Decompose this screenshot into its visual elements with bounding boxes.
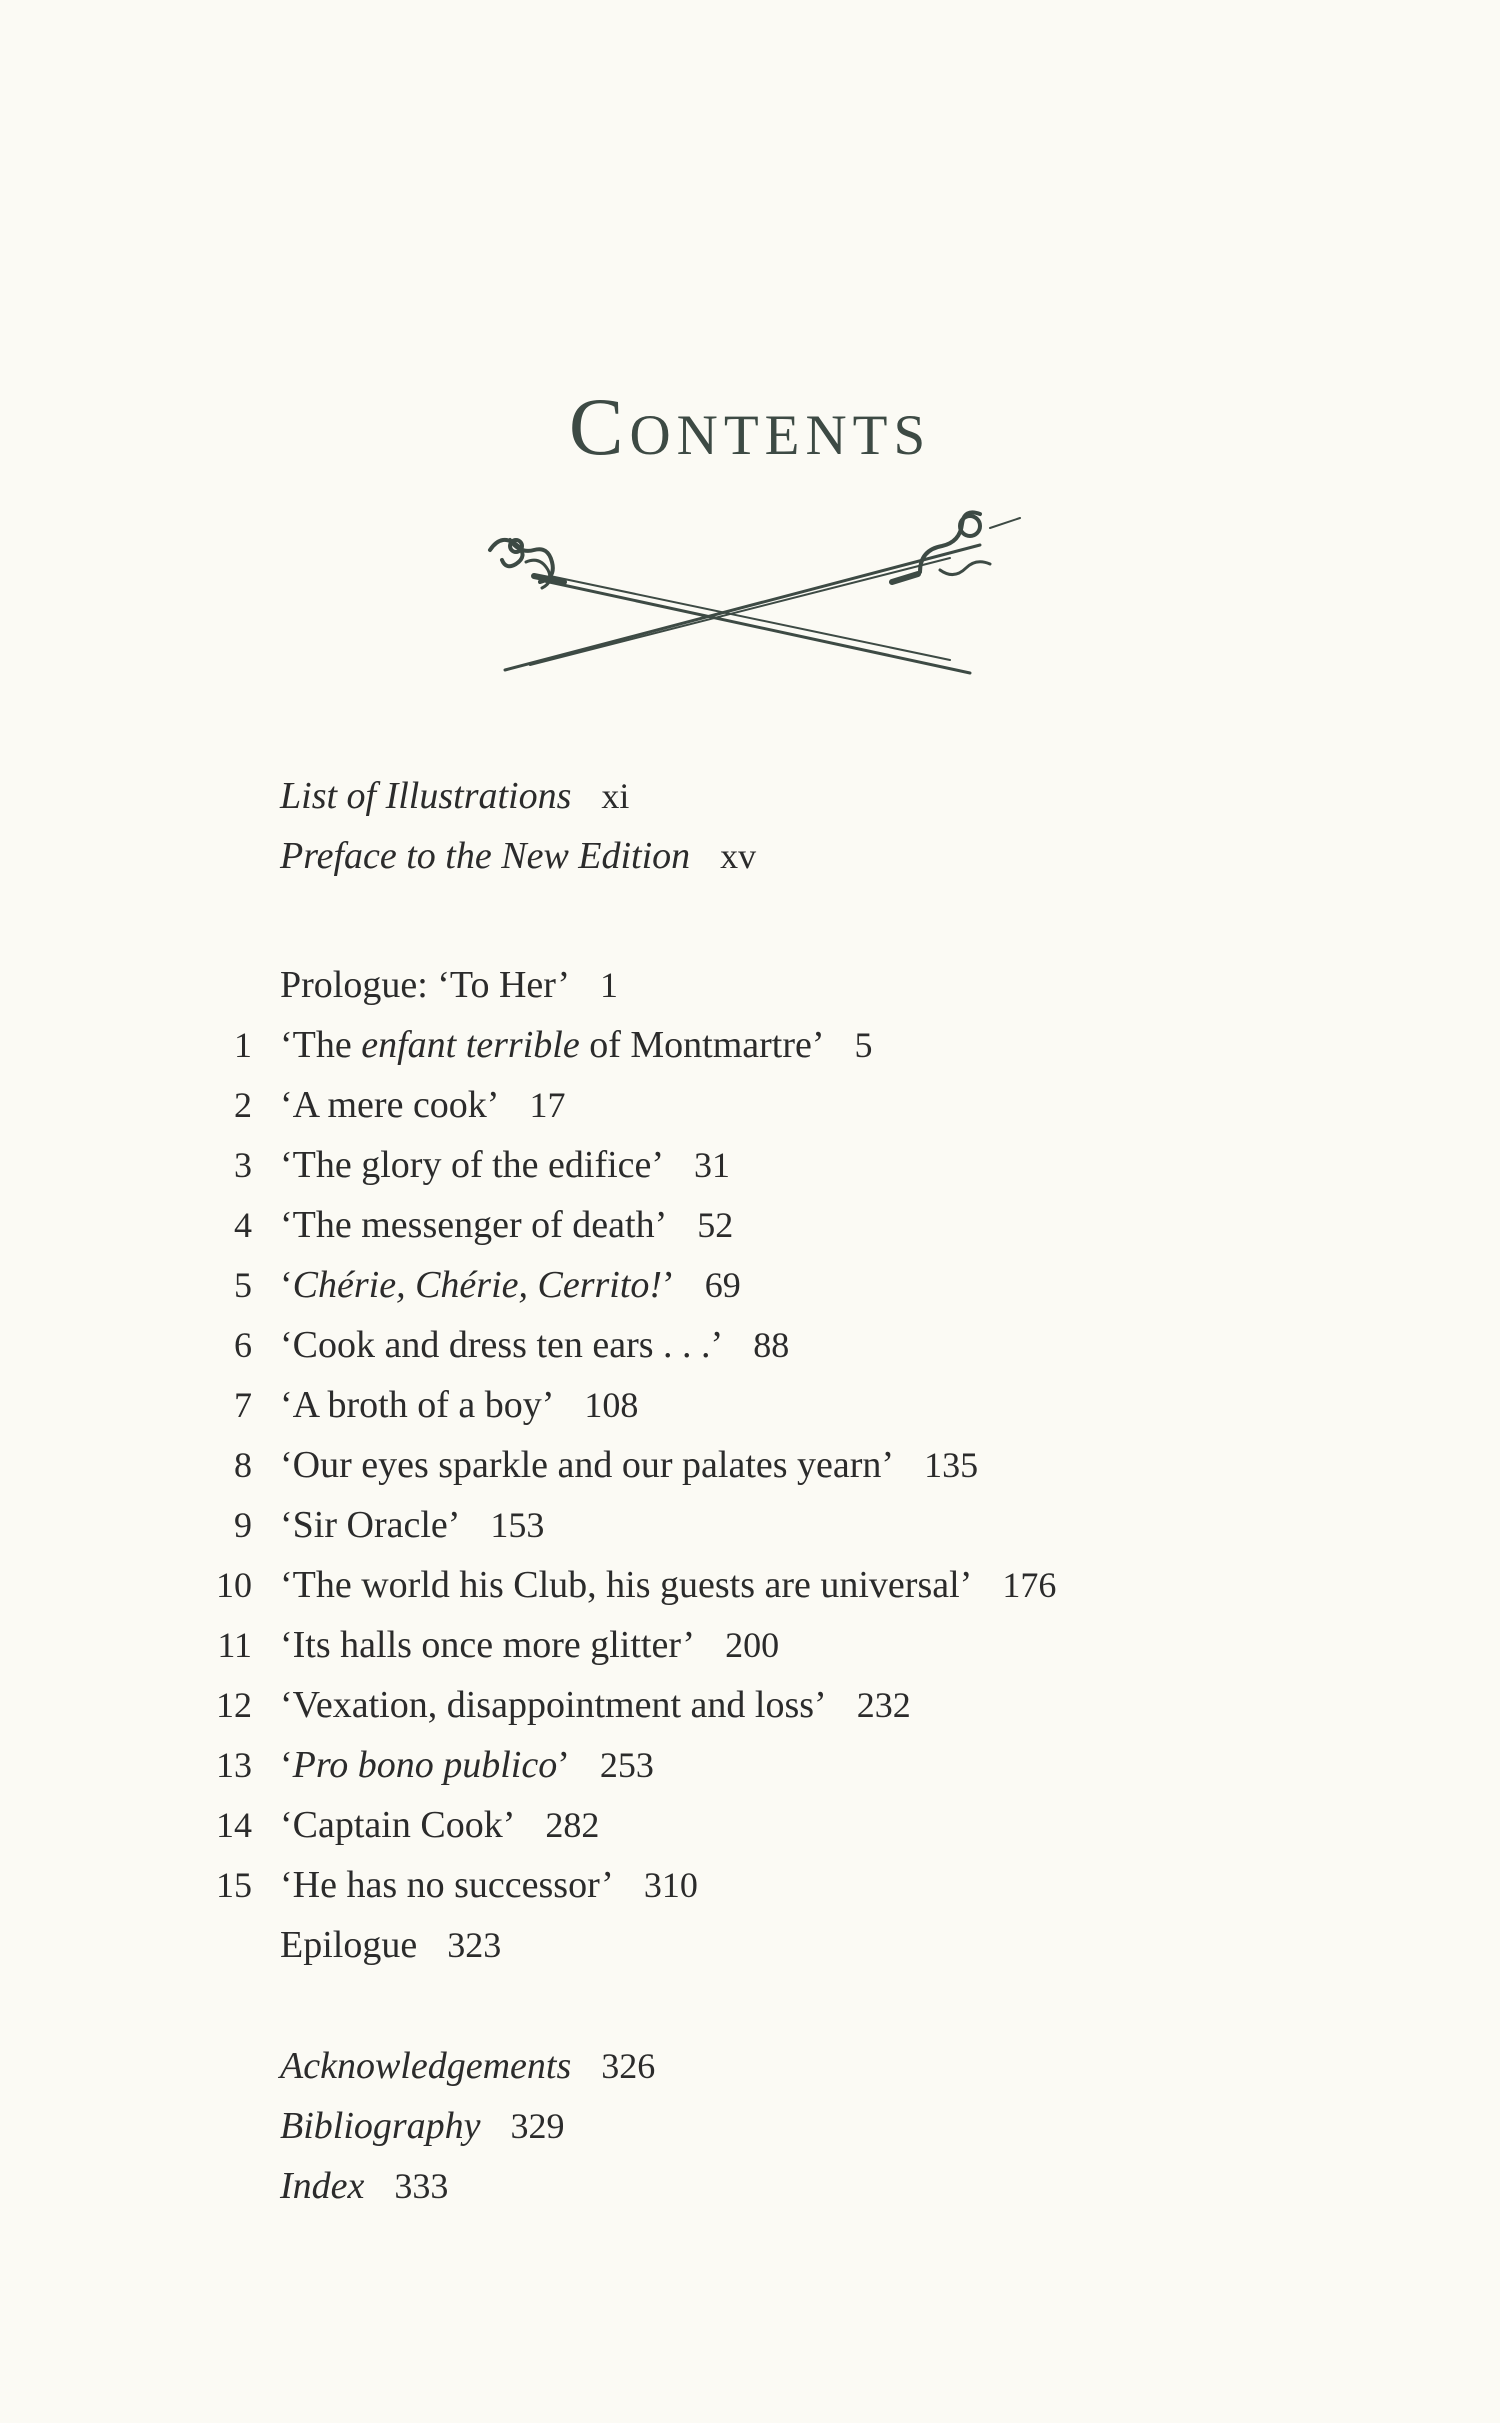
- list-item: [0, 766, 1500, 826]
- page-number: 200: [725, 1625, 780, 1665]
- list-item: [0, 2156, 1500, 2216]
- list-item: [0, 2036, 1500, 2096]
- list-item: [0, 1915, 1500, 1975]
- page-number: 108: [584, 1385, 639, 1425]
- list-item: [0, 1675, 1500, 1735]
- page-number: 326: [601, 2046, 656, 2086]
- list-item: [0, 1195, 1500, 1255]
- page-number: xv: [720, 836, 757, 876]
- entry-title: Index: [280, 2165, 365, 2207]
- entry-title: Bibliography: [280, 2105, 481, 2147]
- back-matter-list: [0, 2036, 1500, 2216]
- list-item: [0, 1435, 1500, 1495]
- page-number: 282: [545, 1805, 600, 1845]
- list-item: [0, 1555, 1500, 1615]
- front-matter-list: [0, 766, 1500, 886]
- entry-title: ‘Our eyes sparkle and our palates yearn’: [280, 1444, 895, 1486]
- entry-title: ‘The glory of the edifice’: [280, 1144, 665, 1186]
- list-item: 5 ‘Chérie, Chérie, Cerrito!’ 69: [0, 1255, 1500, 1315]
- list-item: [0, 1495, 1500, 1555]
- entry-title: ‘: [280, 1744, 293, 1786]
- chapter-number: 14: [216, 1805, 252, 1845]
- entry-title: ‘A broth of a boy’: [280, 1384, 555, 1426]
- page-number: 253: [599, 1745, 654, 1785]
- list-item: [0, 2096, 1500, 2156]
- list-item: [0, 826, 1500, 886]
- list-item: [0, 955, 1500, 1015]
- list-item: [0, 1795, 1500, 1855]
- page-number: 176: [1002, 1565, 1057, 1605]
- page-number: 69: [704, 1265, 741, 1305]
- page-number: 17: [529, 1085, 566, 1125]
- chapter-number: 15: [216, 1865, 252, 1905]
- page-number: xi: [601, 776, 630, 816]
- page-number: 323: [447, 1925, 502, 1965]
- page-number: 52: [697, 1205, 734, 1245]
- page-number: 135: [924, 1445, 979, 1485]
- list-item: [0, 1315, 1500, 1375]
- entry-title: ‘A mere cook’: [280, 1084, 500, 1126]
- page-number: 5: [854, 1025, 873, 1065]
- page-number: 88: [753, 1325, 790, 1365]
- entry-title: ‘Vexation, disappointment and loss’: [280, 1684, 827, 1726]
- entry-title: Preface to the New Edition: [280, 835, 691, 877]
- entry-title: ‘The: [280, 1024, 362, 1066]
- chapter-number: 1: [234, 1025, 252, 1065]
- entry-title: ‘: [280, 1264, 293, 1306]
- page-number: 232: [856, 1685, 911, 1725]
- chapter-list: [0, 955, 1500, 1975]
- crossed-swords-icon: [470, 510, 1030, 690]
- entry-title: ‘He has no successor’: [280, 1864, 614, 1906]
- entry-title: ‘Captain Cook’: [280, 1804, 516, 1846]
- chapter-number: 5: [234, 1265, 252, 1305]
- entry-title: Prologue: ‘To Her’: [280, 964, 571, 1006]
- list-item: [0, 1855, 1500, 1915]
- list-item: [0, 1375, 1500, 1435]
- chapter-number: 6: [234, 1325, 252, 1365]
- chapter-number: 4: [234, 1205, 252, 1245]
- page-number: 333: [394, 2166, 449, 2206]
- chapter-number: 13: [216, 1745, 252, 1785]
- chapter-number: 10: [216, 1565, 252, 1605]
- chapter-number: 9: [234, 1505, 252, 1545]
- page-title: Contents: [568, 381, 932, 472]
- list-item: 1 ‘The enfant terrible of Montmartre’ 5: [0, 1015, 1500, 1075]
- chapter-number: 2: [234, 1085, 252, 1125]
- entry-title: List of Illustrations: [280, 775, 572, 817]
- page-number: 153: [490, 1505, 545, 1545]
- chapter-number: 12: [216, 1685, 252, 1725]
- page-number: 31: [694, 1145, 731, 1185]
- entry-title: ‘Sir Oracle’: [280, 1504, 461, 1546]
- entry-title: ‘The world his Club, his guests are universal’: [280, 1564, 973, 1606]
- page-number: 329: [510, 2106, 565, 2146]
- chapter-number: 11: [217, 1625, 252, 1665]
- list-item: [0, 1075, 1500, 1135]
- entry-title: ‘Cook and dress ten ears . . .’: [280, 1324, 724, 1366]
- entry-title: Epilogue: [280, 1924, 418, 1966]
- entry-title: Acknowledgements: [280, 2045, 572, 2087]
- entry-title: ‘Its halls once more glitter’: [280, 1624, 696, 1666]
- list-item: 13 ‘Pro bono publico’ 253: [0, 1735, 1500, 1795]
- entry-title: ‘The messenger of death’: [280, 1204, 668, 1246]
- list-item: [0, 1135, 1500, 1195]
- chapter-number: 8: [234, 1445, 252, 1485]
- chapter-number: 3: [234, 1145, 252, 1185]
- chapter-number: 7: [234, 1385, 252, 1425]
- page-number: 310: [643, 1865, 698, 1905]
- page-number: 1: [600, 965, 619, 1005]
- list-item: [0, 1615, 1500, 1675]
